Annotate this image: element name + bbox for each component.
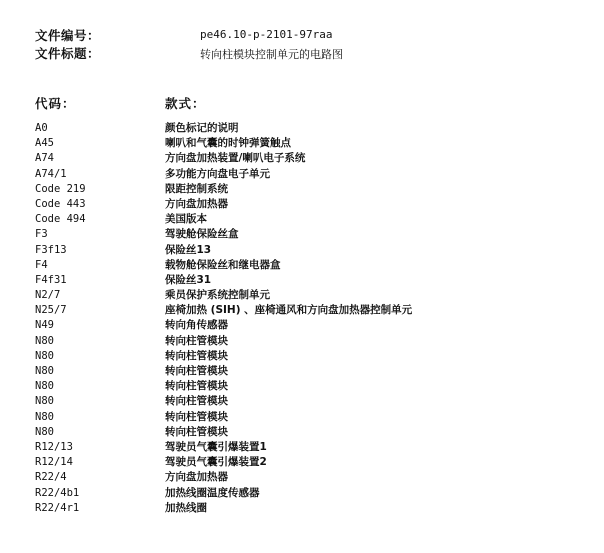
list-item: [0, 167, 604, 182]
list-item: [0, 197, 604, 212]
component-description: 保险丝31: [165, 273, 212, 286]
component-code: R12/13: [35, 440, 73, 453]
component-description: 美国版本: [165, 213, 207, 226]
code-column-header: 代码：: [35, 96, 76, 111]
component-code: Code 219: [35, 182, 86, 195]
component-code: N80: [35, 365, 54, 377]
doc-number-label: 文件编号：: [35, 28, 101, 43]
component-code: N80: [35, 380, 54, 393]
component-description: 驾驶舱保险丝盒: [165, 228, 239, 241]
doc-title-value: 转向柱模块控制单元的电路图: [200, 48, 343, 61]
component-description: 加热线圈: [165, 501, 207, 514]
list-item: [0, 349, 604, 364]
list-item: [0, 394, 604, 409]
component-description: 载物舱保险丝和继电器盒: [165, 258, 281, 271]
list-item: [0, 288, 604, 303]
component-code: N80: [35, 349, 54, 362]
list-item: [0, 303, 604, 318]
component-code: Code 443: [35, 197, 86, 210]
component-code: Code 494: [35, 213, 86, 226]
component-list: [0, 121, 604, 516]
component-code: R22/4: [35, 471, 67, 484]
component-description: 方向盘加热器: [165, 197, 228, 210]
component-code: N80: [35, 410, 54, 423]
list-item: [0, 470, 604, 485]
component-code: F4f31: [35, 273, 67, 286]
component-code: F4: [35, 258, 48, 271]
list-item: [0, 227, 604, 242]
list-item: [0, 243, 604, 258]
component-description: 转向柱管模块: [165, 349, 228, 362]
list-item: [0, 486, 604, 501]
component-code: A74/1: [35, 167, 67, 180]
list-item: [0, 364, 604, 379]
component-description: 转向柱管模块: [165, 410, 228, 423]
list-item: [0, 258, 604, 273]
component-description: 驾驶员气囊引爆装置2: [165, 456, 267, 469]
component-code: A45: [35, 137, 54, 150]
list-item: [0, 136, 604, 151]
component-description: 转向角传感器: [165, 319, 228, 332]
component-description: 喇叭和气囊的时钟弹簧触点: [165, 137, 291, 150]
component-code: F3f13: [35, 243, 67, 256]
component-description: 方向盘加热器: [165, 471, 228, 484]
list-item: [0, 273, 604, 288]
component-description: 多功能方向盘电子单元: [165, 167, 270, 180]
component-code: A74: [35, 152, 54, 165]
list-item: [0, 501, 604, 516]
list-item: [0, 410, 604, 425]
list-item: [0, 425, 604, 440]
component-description: 转向柱管模块: [165, 334, 228, 347]
component-code: R12/14: [35, 456, 73, 469]
style-column-header: 款式：: [165, 96, 206, 111]
list-item: [0, 440, 604, 455]
list-item: [0, 151, 604, 166]
component-code: N80: [35, 425, 54, 438]
component-code: R22/4b1: [35, 486, 80, 499]
component-description: 转向柱管模块: [165, 365, 228, 377]
doc-number-value: pe46.10-p-2101-97raa: [200, 28, 333, 41]
list-item: [0, 182, 604, 197]
component-code: N2/7: [35, 289, 61, 302]
component-description: 座椅加热 (SIH) 、座椅通风和方向盘加热器控制单元: [165, 304, 413, 317]
doc-title-label: 文件标题：: [35, 46, 101, 61]
list-item: [0, 334, 604, 349]
component-description: 限距控制系统: [165, 182, 228, 195]
component-description: 保险丝13: [165, 243, 212, 256]
component-description: 加热线圈温度传感器: [165, 486, 260, 499]
component-description: 方向盘加热装置/喇叭电子系统: [165, 152, 306, 165]
list-item: [0, 455, 604, 470]
component-description: 转向柱管模块: [165, 395, 228, 408]
component-code: A0: [35, 122, 48, 134]
list-item: [0, 212, 604, 227]
component-code: F3: [35, 228, 48, 241]
component-code: N80: [35, 334, 54, 347]
list-item: [0, 318, 604, 333]
component-description: 转向柱管模块: [165, 425, 228, 438]
component-code: R22/4r1: [35, 501, 80, 514]
component-code: N80: [35, 395, 54, 408]
component-code: N49: [35, 319, 54, 332]
component-code: N25/7: [35, 304, 67, 317]
list-item: [0, 379, 604, 394]
component-description: 转向柱管模块: [165, 380, 228, 393]
component-description: 驾驶员气囊引爆装置1: [165, 440, 267, 453]
component-description: 颜色标记的说明: [165, 122, 239, 134]
list-item: [0, 121, 604, 136]
component-description: 乘员保护系统控制单元: [165, 289, 270, 302]
